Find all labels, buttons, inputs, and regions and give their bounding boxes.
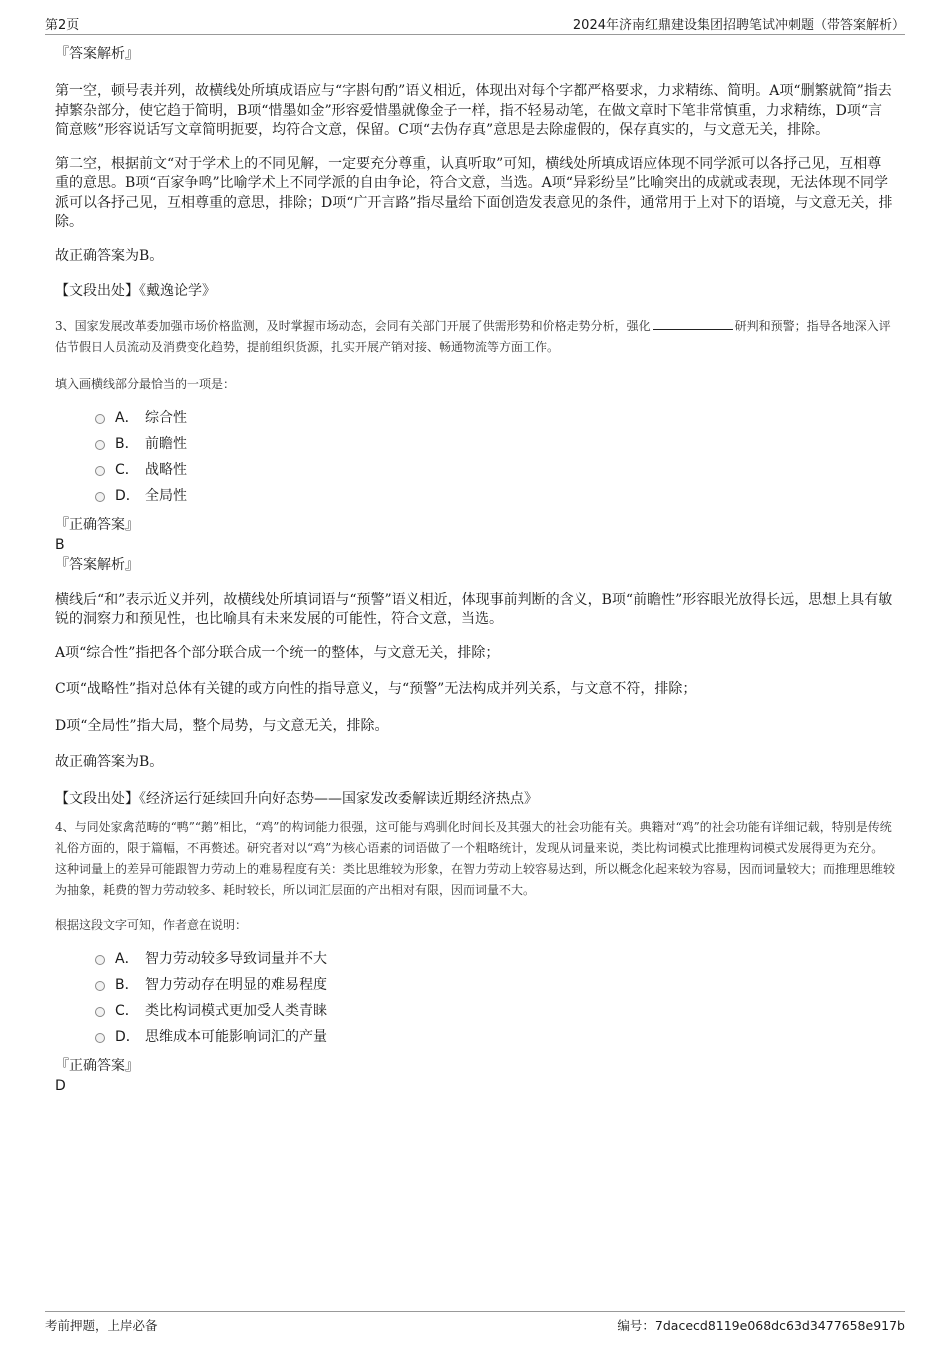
radio-icon[interactable]	[95, 492, 105, 502]
q3-analysis-p1: 横线后“和”表示近义并列，故横线处所填词语与“预警”语义相近，体现事前判断的含义，B项“前瞻性”形容眼光放得长远，思想上具有敏锐的洞察力和预见性，也比喻具有未来发展的可能性，符合文意，当选。	[55, 591, 893, 627]
page-header	[45, 14, 905, 35]
radio-icon[interactable]	[95, 1007, 105, 1017]
q3-option-c[interactable]: C． 战略性	[95, 457, 895, 483]
q3-option-b[interactable]: B． 前瞻性	[95, 431, 895, 457]
footer-serial: 编号：7dacecd8119e068dc63d3477658e917b	[617, 1318, 905, 1333]
q4-option-a[interactable]: A． 智力劳动较多导致词量并不大	[95, 946, 895, 972]
q3-analysis-p4: D项“全局性”指大局，整个局势，与文意无关，排除。	[55, 717, 389, 734]
radio-icon[interactable]	[95, 981, 105, 991]
q3-answer-label: 『正确答案』	[55, 516, 139, 533]
page-footer	[45, 1311, 905, 1332]
q3-blank	[653, 328, 733, 330]
q3-conclusion: 故正确答案为B。	[55, 754, 164, 770]
q3-answer: B	[55, 536, 65, 553]
radio-icon[interactable]	[95, 1033, 105, 1043]
q2-conclusion: 故正确答案为B。	[55, 247, 164, 264]
page-number: 第2页	[45, 18, 80, 33]
q3-stem	[55, 316, 895, 358]
q2-analysis-p2: 第二空，根据前文“对于学术上的不同见解，一定要充分尊重，认真听取”可知，横线处所填成语应体现不同学派可以各抒己见，互相尊重的意思。B项“百家争鸣”比喻学术上不同学派的自由争论，符合文意，当选。A项“异彩纷呈”比喻突出的成就或表现，无法体现不同学派可以各抒己见，互相尊重的意思，排除；D项“广开言路”指尽量给下面创造发表意见的条件，通常用于上对下的语境，与文意无关，排除。	[55, 155, 893, 230]
page-content	[55, 44, 895, 1096]
q4-option-b[interactable]: B． 智力劳动存在明显的难易程度	[95, 972, 895, 998]
q3-stem-after: 研判和预警；指导各地深入评估节假日人员流动及消费变化趋势，提前组织货源，扎实开展产销对接、畅通物流等方面工作。	[55, 318, 891, 354]
q3-stem-before: 3、国家发展改革委加强市场价格监测，及时掌握市场动态，会同有关部门开展了供需形势和价格走势分析，强化	[55, 318, 651, 333]
q4-answer: D	[55, 1078, 66, 1094]
q3-analysis-p2: A项“综合性”指把各个部分联合成一个统一的整体，与文意无关，排除；	[55, 644, 500, 661]
q3-analysis-p3: C项“战略性”指对总体有关键的或方向性的指导意义，与“预警”无法构成并列关系，与文意不符，排除；	[55, 681, 697, 697]
q4-option-c[interactable]: C． 类比构词模式更加受人类青睐	[95, 998, 895, 1024]
radio-icon[interactable]	[95, 955, 105, 965]
document-title: 2024年济南红鼎建设集团招聘笔试冲刺题（带答案解析）	[572, 18, 905, 33]
q4-options	[95, 946, 895, 1050]
footer-note: 考前押题，上岸必备	[45, 1318, 158, 1333]
q4-answer-label: 『正确答案』	[55, 1058, 139, 1074]
q3-analysis-label: 『答案解析』	[55, 556, 139, 573]
q2-source: 【文段出处】《戴逸论学》	[55, 283, 216, 299]
q2-analysis-p1: 第一空，顿号表并列，故横线处所填成语应与“字斟句酌”语义相近，体现出对每个字都严格要求，力求精练、简明。A项“删繁就简”指去掉繁杂部分，使它趋于简明，B项“惜墨如金”形容爱惜墨就像金子一样，指不轻易动笔，在做文章时下笔非常慎重，力求精练，D项“言简意赅”形容说话写文章简明扼要，均符合文意，保留。C项“去伪存真”意思是去除虚假的，保存真实的，与文意无关，排除。	[55, 83, 892, 138]
q3-option-d[interactable]: D． 全局性	[95, 483, 895, 509]
q3-prompt: 填入画横线部分最恰当的一项是：	[55, 376, 236, 391]
q4-option-d[interactable]: D． 思维成本可能影响词汇的产量	[95, 1024, 895, 1050]
q3-options	[95, 405, 895, 509]
q4-prompt: 根据这段文字可知，作者意在说明：	[55, 918, 248, 932]
radio-icon[interactable]	[95, 414, 105, 424]
radio-icon[interactable]	[95, 466, 105, 476]
q3-option-a[interactable]: A． 综合性	[95, 405, 895, 431]
q4-stem: 4、与同处家禽范畴的“鸭”“鹅”相比，“鸡”的构词能力很强，这可能与鸡驯化时间长及其强大的社会功能有关。典籍对“鸡”的社会功能有详细记载，特别是传统礼俗方面的，限于篇幅，不再赘述。研究者对以“鸡”为核心语素的词语做了一个粗略统计，发现从词量来说，类比构词模式比推理构词模式发展得更为充分。这种词量上的差异可能跟智力劳动上的难易程度有关：类比思维较为形象，在智力劳动上较容易达到，所以概念化起来较为容易，因而词量较大；而推理思维较为抽象，耗费的智力劳动较多、耗时较长，所以词汇层面的产出相对有限，因而词量不大。	[55, 820, 896, 897]
q3-source: 【文段出处】《经济运行延续回升向好态势——国家发改委解读近期经济热点》	[55, 790, 538, 807]
q2-analysis-label: 『答案解析』	[55, 46, 139, 62]
radio-icon[interactable]	[95, 440, 105, 450]
